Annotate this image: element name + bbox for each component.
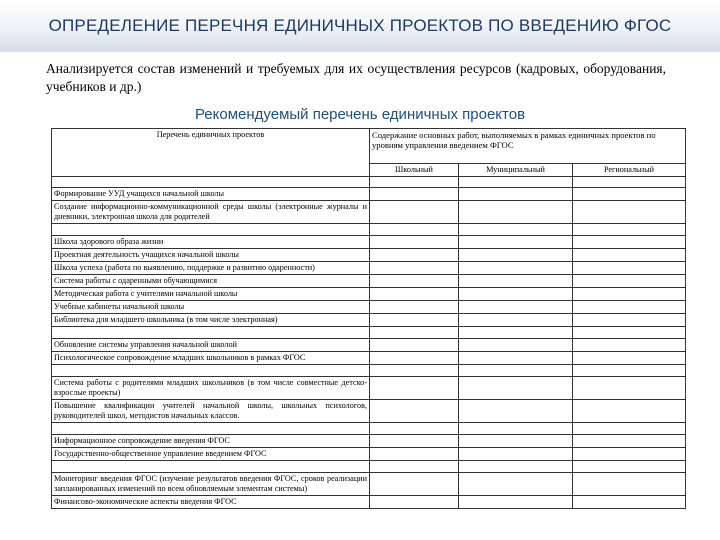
empty-cell <box>370 249 459 262</box>
empty-cell <box>459 327 573 339</box>
empty-cell <box>573 461 686 473</box>
empty-cell <box>459 262 573 275</box>
empty-cell <box>52 177 370 188</box>
empty-cell <box>370 288 459 301</box>
empty-cell <box>459 352 573 365</box>
level-municipal: Муниципальный <box>459 164 573 177</box>
empty-cell <box>573 473 686 496</box>
empty-cell <box>370 275 459 288</box>
empty-cell <box>52 365 370 377</box>
table-row <box>52 448 686 461</box>
empty-cell <box>459 188 573 201</box>
level-regional: Региональный <box>573 164 686 177</box>
table-row <box>52 400 686 423</box>
group-gap-row <box>52 365 686 377</box>
project-name-cell: Психологическое сопровождение младших школьников в рамках ФГОС <box>52 352 370 365</box>
project-name-cell: Система работы с одаренными обучающимися <box>52 275 370 288</box>
table-row <box>52 314 686 327</box>
empty-cell <box>370 188 459 201</box>
empty-cell <box>573 301 686 314</box>
table-row <box>52 377 686 400</box>
group-gap-row <box>52 327 686 339</box>
table-row <box>52 352 686 365</box>
empty-cell <box>573 201 686 224</box>
empty-cell <box>459 473 573 496</box>
empty-cell <box>370 236 459 249</box>
empty-cell <box>370 224 459 236</box>
empty-cell <box>370 327 459 339</box>
empty-cell <box>370 448 459 461</box>
table-row <box>52 249 686 262</box>
empty-cell <box>370 496 459 509</box>
empty-cell <box>370 461 459 473</box>
table-row <box>52 435 686 448</box>
table-row <box>52 339 686 352</box>
project-name-cell: Обновление системы управления начальной школой <box>52 339 370 352</box>
project-name-cell: Создание информационно-коммуникационной среды школы (электронные журналы и дневники, электронная школа для родителей <box>52 201 370 224</box>
projects-table <box>51 128 686 509</box>
project-name-cell: Финансово-экономические аспекты введения ФГОС <box>52 496 370 509</box>
col-content-header: Содержание основных работ, выполняемых в рамках единичных проектов по уровням управления введением ФГОС <box>370 129 686 164</box>
empty-cell <box>370 301 459 314</box>
empty-cell <box>573 365 686 377</box>
empty-cell <box>52 461 370 473</box>
empty-cell <box>573 262 686 275</box>
empty-cell <box>573 435 686 448</box>
intro-text: Анализируется состав изменений и требуемых для их осуществления ресурсов (кадровых, оборудования, учебников и др.) <box>46 61 666 94</box>
empty-cell <box>459 448 573 461</box>
empty-cell <box>370 352 459 365</box>
project-name-cell: Формирование УУД учащихся начальной школы <box>52 188 370 201</box>
project-name-cell: Мониторинг введения ФГОС (изучение результатов введения ФГОС, сроков реализации запланированных изменений по всем обновляемым элементам системы) <box>52 473 370 496</box>
section-subtitle: Рекомендуемый перечень единичных проектов <box>194 106 526 123</box>
project-name-cell: Школа здорового образа жизни <box>52 236 370 249</box>
empty-cell <box>370 377 459 400</box>
empty-cell <box>573 339 686 352</box>
empty-cell <box>573 423 686 435</box>
empty-cell <box>573 288 686 301</box>
empty-cell <box>573 352 686 365</box>
table-row <box>52 473 686 496</box>
table-row <box>52 262 686 275</box>
project-name-cell: Школа успеха (работа по выявлению, поддержке и развитию одаренности) <box>52 262 370 275</box>
project-name-cell: Информационное сопровождение введения ФГОС <box>52 435 370 448</box>
empty-cell <box>573 327 686 339</box>
empty-cell <box>573 177 686 188</box>
project-name-cell: Библиотека для младшего школьника (в том числе электронная) <box>52 314 370 327</box>
empty-cell <box>573 275 686 288</box>
empty-cell <box>370 400 459 423</box>
empty-cell <box>459 314 573 327</box>
table-row <box>52 301 686 314</box>
empty-cell <box>573 496 686 509</box>
group-gap-row <box>52 224 686 236</box>
table-row <box>52 275 686 288</box>
empty-cell <box>459 275 573 288</box>
table-row <box>52 496 686 509</box>
empty-cell <box>573 249 686 262</box>
empty-cell <box>370 339 459 352</box>
page-title: ОПРЕДЕЛЕНИЕ ПЕРЕЧНЯ ЕДИНИЧНЫХ ПРОЕКТОВ ПО ВВЕДЕНИЮ ФГОС <box>48 16 672 35</box>
empty-cell <box>573 377 686 400</box>
table-header-row <box>52 129 686 164</box>
empty-cell <box>573 188 686 201</box>
empty-cell <box>370 473 459 496</box>
empty-cell <box>459 400 573 423</box>
group-gap-row <box>52 423 686 435</box>
empty-cell <box>459 435 573 448</box>
empty-cell <box>370 201 459 224</box>
empty-cell <box>459 423 573 435</box>
empty-cell <box>370 365 459 377</box>
empty-cell <box>459 224 573 236</box>
level-school: Школьный <box>370 164 459 177</box>
empty-cell <box>370 177 459 188</box>
empty-cell <box>573 400 686 423</box>
col-projects-header: Перечень единичных проектов <box>52 129 370 177</box>
empty-cell <box>573 224 686 236</box>
empty-cell <box>370 262 459 275</box>
project-name-cell: Учебные кабинеты начальной школы <box>52 301 370 314</box>
group-gap-row <box>52 461 686 473</box>
filler-row <box>52 177 686 188</box>
empty-cell <box>459 236 573 249</box>
project-name-cell: Государственно-общественное управление введением ФГОС <box>52 448 370 461</box>
empty-cell <box>459 365 573 377</box>
empty-cell <box>52 224 370 236</box>
empty-cell <box>459 461 573 473</box>
empty-cell <box>573 448 686 461</box>
project-name-cell: Повышение квалификации учителей начальной школы, школьных психологов, руководителей школ, методистов начальных классов. <box>52 400 370 423</box>
project-name-cell: Проектная деятельность учащихся начальной школы <box>52 249 370 262</box>
project-name-cell: Методическая работа с учителями начальной школы <box>52 288 370 301</box>
empty-cell <box>459 496 573 509</box>
empty-cell <box>459 177 573 188</box>
table-row <box>52 188 686 201</box>
table-row <box>52 288 686 301</box>
empty-cell <box>370 314 459 327</box>
table-row <box>52 236 686 249</box>
empty-cell <box>573 314 686 327</box>
empty-cell <box>52 423 370 435</box>
empty-cell <box>459 301 573 314</box>
empty-cell <box>370 435 459 448</box>
empty-cell <box>459 339 573 352</box>
empty-cell <box>459 249 573 262</box>
empty-cell <box>573 236 686 249</box>
project-name-cell: Система работы с родителями младших школьников (в том числе совместные детско-взрослые проекты) <box>52 377 370 400</box>
empty-cell <box>459 201 573 224</box>
empty-cell <box>459 288 573 301</box>
empty-cell <box>52 327 370 339</box>
empty-cell <box>459 377 573 400</box>
empty-cell <box>370 423 459 435</box>
table-row <box>52 201 686 224</box>
